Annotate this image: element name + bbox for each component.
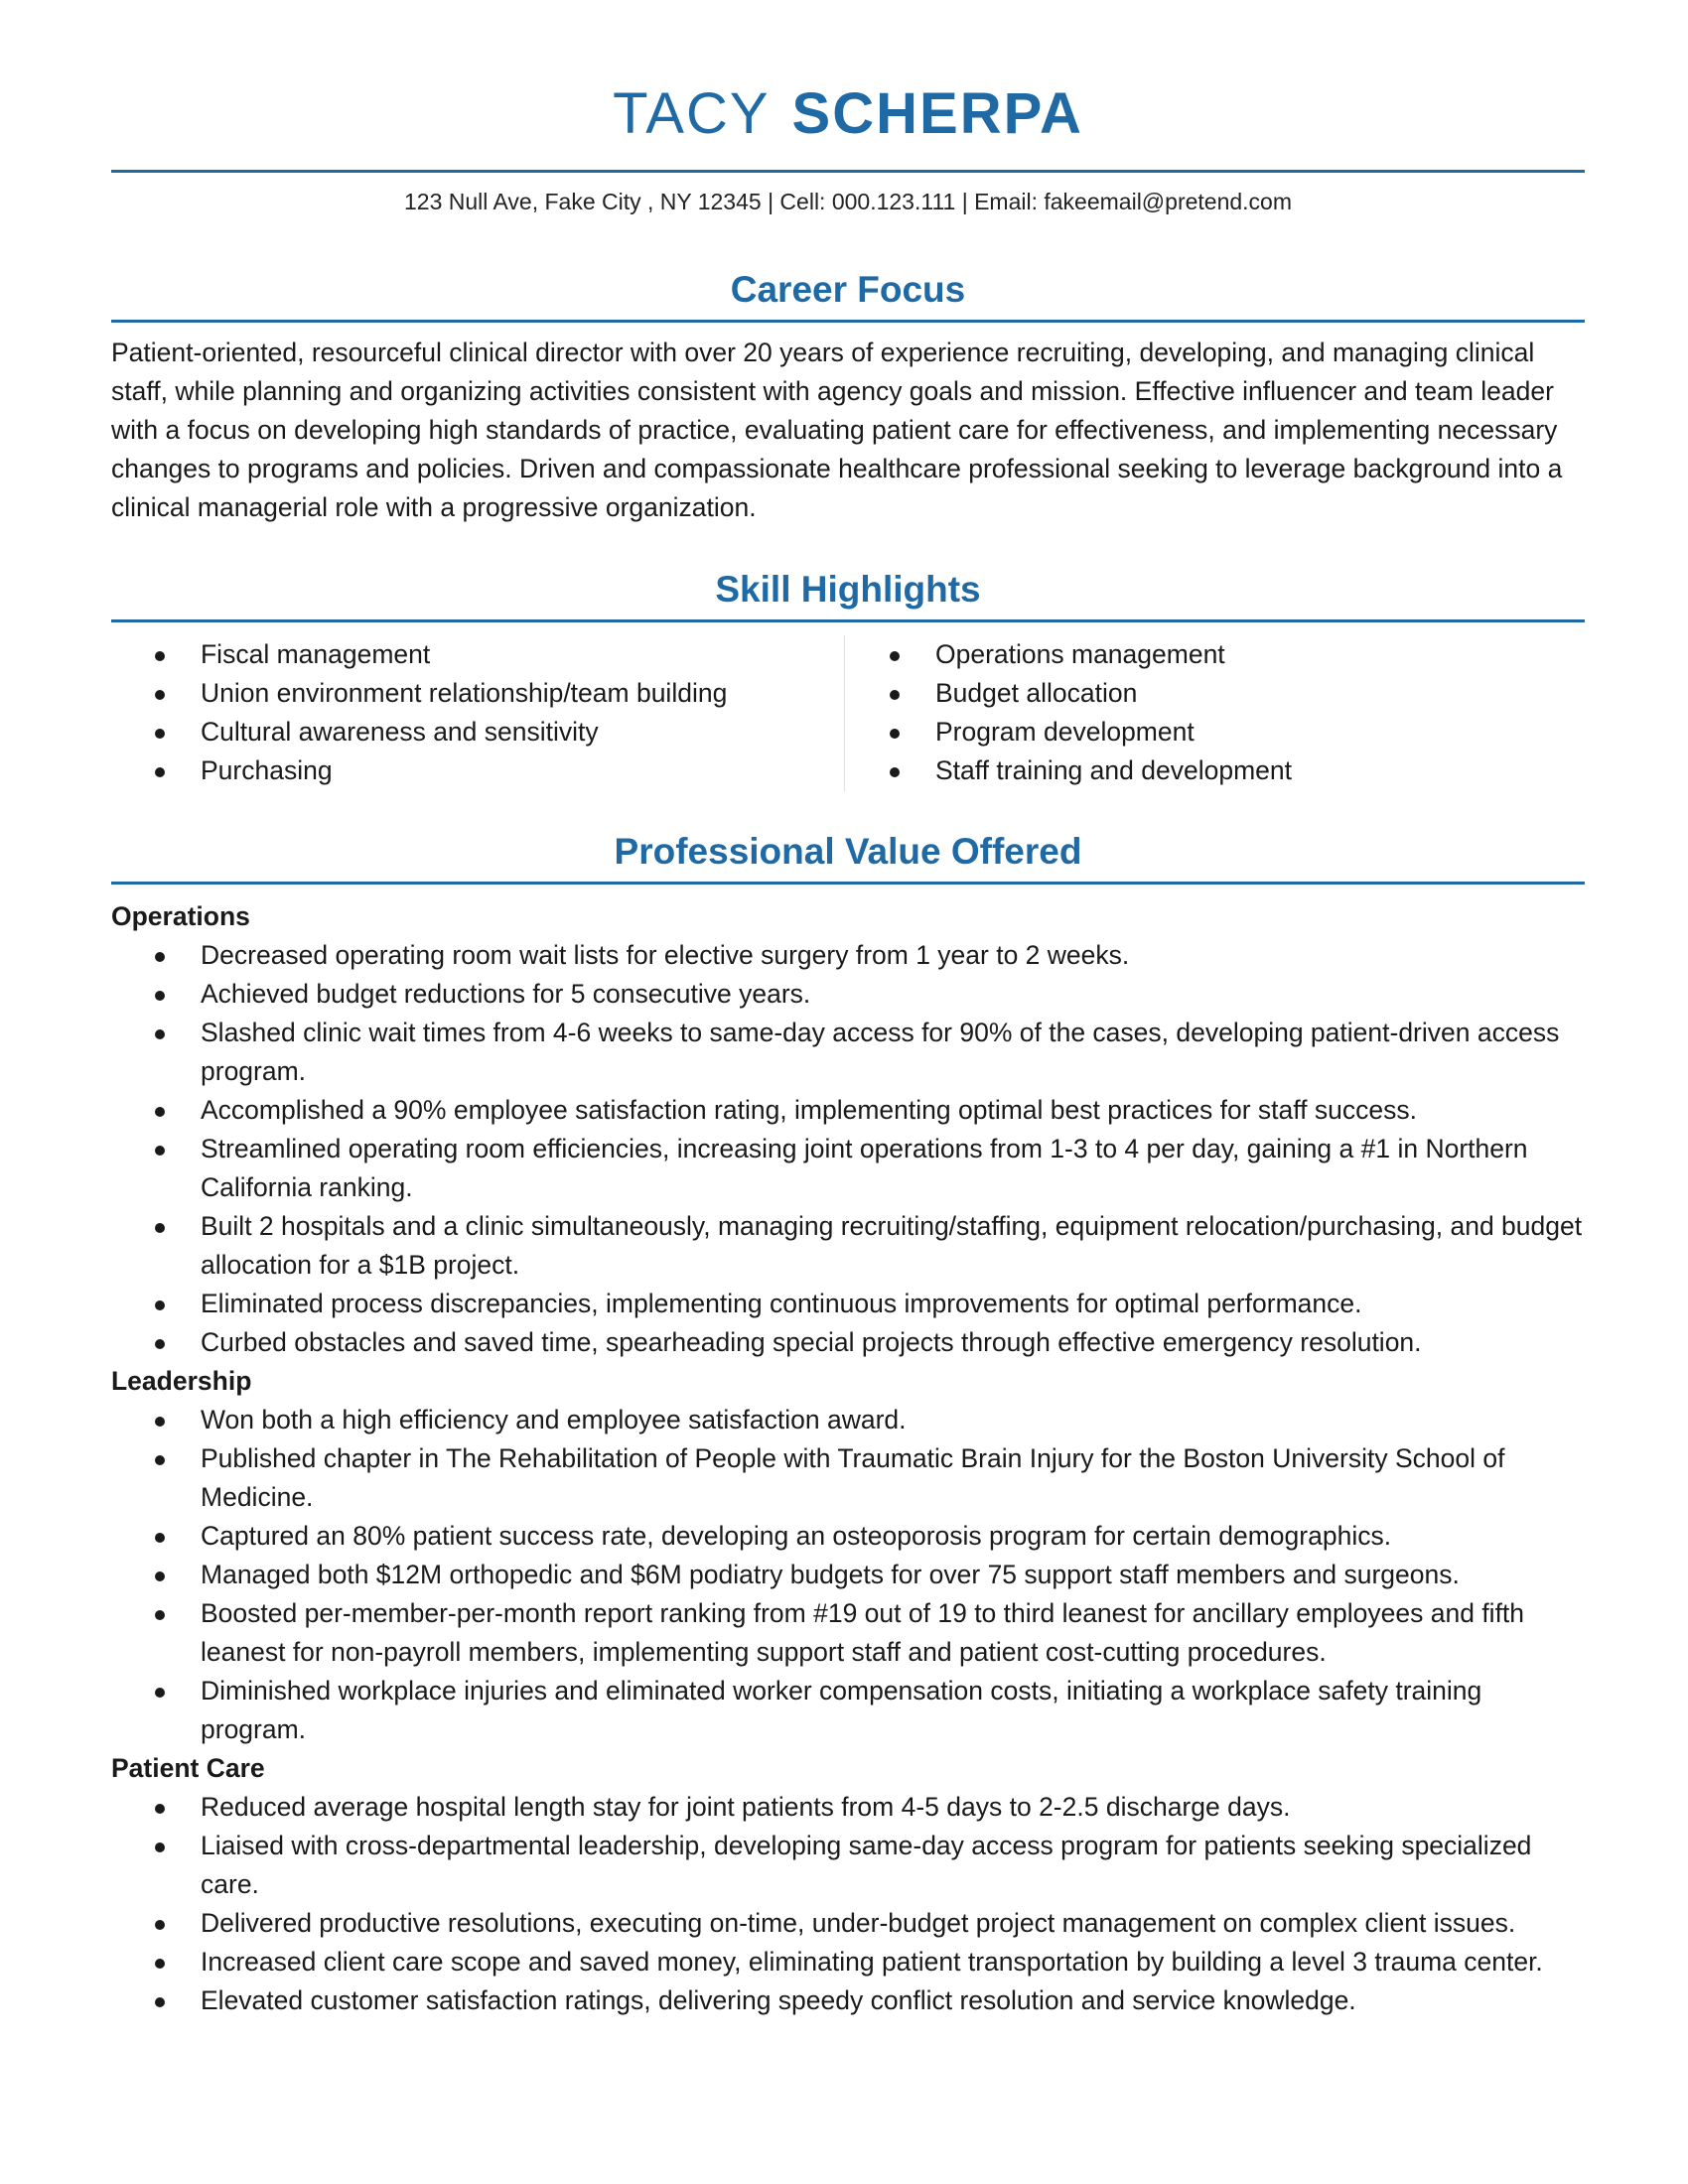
list-item <box>111 975 1585 1014</box>
list-item <box>111 1014 1585 1091</box>
list-item <box>111 1517 1585 1556</box>
value-group-heading: Leadership <box>111 1366 252 1396</box>
professional-value-title: Professional Value Offered <box>614 831 1082 872</box>
bullet-icon <box>155 991 165 1001</box>
candidate-name <box>111 79 1585 149</box>
list-item <box>111 713 844 751</box>
bullet-icon <box>155 1339 165 1349</box>
list-item <box>111 1285 1585 1323</box>
skill-list-right <box>846 635 1585 790</box>
bullet-icon <box>155 690 165 700</box>
list-item <box>111 936 1585 975</box>
bullet-icon <box>155 1843 165 1852</box>
list-item-text: Eliminated process discrepancies, implementing continuous improvements for optimal performance. <box>201 1289 1362 1318</box>
bullet-icon <box>155 729 165 739</box>
bullet-icon <box>155 952 165 962</box>
list-item <box>111 1130 1585 1207</box>
list-item-text: Managed both $12M orthopedic and $6M podiatry budgets for over 75 support staff members and surgeons. <box>201 1560 1460 1589</box>
list-item-text: Union environment relationship/team building <box>201 678 728 708</box>
list-item <box>111 1827 1585 1904</box>
bullet-icon <box>155 1997 165 2007</box>
list-item-text: Delivered productive resolutions, executing on-time, under-budget project management on complex client issues. <box>201 1908 1516 1938</box>
list-item <box>846 674 1585 713</box>
list-item <box>111 1943 1585 1981</box>
list-item <box>846 751 1585 790</box>
list-item-text: Purchasing <box>201 755 333 785</box>
bullet-icon <box>155 1455 165 1465</box>
value-group-heading: Operations <box>111 901 250 931</box>
list-item-text: Cultural awareness and sensitivity <box>201 717 599 747</box>
value-group <box>111 1362 1585 1749</box>
list-item-text: Operations management <box>935 639 1225 669</box>
skill-list-left <box>111 635 844 790</box>
list-item <box>111 1401 1585 1439</box>
bullet-icon <box>890 767 900 777</box>
career-focus-title: Career Focus <box>730 269 966 310</box>
professional-value-groups <box>111 897 1585 2020</box>
bullet-icon <box>890 729 900 739</box>
bullet-icon <box>155 1107 165 1117</box>
value-group-list <box>111 936 1585 1362</box>
list-item <box>111 1439 1585 1517</box>
list-item-text: Decreased operating room wait lists for elective surgery from 1 year to 2 weeks. <box>201 940 1130 970</box>
list-item-text: Budget allocation <box>935 678 1138 708</box>
list-item-text: Published chapter in The Rehabilitation of People with Traumatic Brain Injury for the Boston University School of Medicine. <box>201 1443 1505 1512</box>
bullet-icon <box>890 690 900 700</box>
value-group <box>111 1749 1585 2020</box>
bullet-icon <box>155 1300 165 1310</box>
bullet-icon <box>155 1146 165 1156</box>
list-item-text: Captured an 80% patient success rate, developing an osteoporosis program for certain demographics. <box>201 1521 1392 1551</box>
list-item-text: Won both a high efficiency and employee satisfaction award. <box>201 1405 907 1434</box>
list-item <box>111 1594 1585 1672</box>
skill-highlights-rule <box>111 619 1585 622</box>
list-item-text: Increased client care scope and saved money, eliminating patient transportation by building a level 3 trauma center. <box>201 1947 1543 1977</box>
value-group <box>111 897 1585 1362</box>
list-item <box>111 1788 1585 1827</box>
list-item-text: Reduced average hospital length stay for joint patients from 4-5 days to 2-2.5 discharge days. <box>201 1792 1291 1822</box>
professional-value-rule <box>111 882 1585 885</box>
header-rule <box>111 170 1585 173</box>
list-item-text: Streamlined operating room efficiencies, increasing joint operations from 1-3 to 4 per day, gaining a #1 in Northern California ranking. <box>201 1134 1528 1202</box>
list-item <box>846 713 1585 751</box>
career-focus-text: Patient-oriented, resourceful clinical director with over 20 years of experience recruiting, developing, and managing clinical staff, while planning and organizing activities consistent with agency goals and mission. Effective influencer and team leader with a focus on developing high standards of practice, evaluating patient care for effectiveness, and implementing necessary changes to programs and policies. Driven and compassionate healthcare professional seeking to leverage background into a clinical managerial role with a progressive organization. <box>111 338 1563 522</box>
contact-line: 123 Null Ave, Fake City , NY 12345 | Cell: 000.123.111 | Email: fakeemail@pretend.com <box>403 189 1292 214</box>
list-item-text: Fiscal management <box>201 639 431 669</box>
bullet-icon <box>155 1223 165 1233</box>
bullet-icon <box>155 651 165 661</box>
value-group-heading: Patient Care <box>111 1753 265 1783</box>
list-item-text: Curbed obstacles and saved time, spearheading special projects through effective emergency resolution. <box>201 1327 1422 1357</box>
value-group-list <box>111 1788 1585 2020</box>
list-item-text: Liaised with cross-departmental leadership, developing same-day access program for patients seeking specialized care. <box>201 1831 1532 1899</box>
bullet-icon <box>155 1571 165 1581</box>
list-item <box>111 1981 1585 2020</box>
list-item <box>111 1904 1585 1943</box>
list-item <box>846 635 1585 674</box>
list-item <box>111 1207 1585 1285</box>
bullet-icon <box>155 1533 165 1543</box>
bullet-icon <box>155 1804 165 1814</box>
list-item <box>111 635 844 674</box>
list-item <box>111 751 844 790</box>
list-item <box>111 1556 1585 1594</box>
list-item <box>111 1323 1585 1362</box>
bullet-icon <box>155 1688 165 1698</box>
skill-highlights-title: Skill Highlights <box>715 569 981 610</box>
list-item <box>111 1091 1585 1130</box>
list-item <box>111 674 844 713</box>
skill-highlights <box>111 635 1585 794</box>
bullet-icon <box>155 1959 165 1969</box>
bullet-icon <box>155 1417 165 1427</box>
list-item-text: Accomplished a 90% employee satisfaction rating, implementing optimal best practices for staff success. <box>201 1095 1417 1125</box>
list-item-text: Slashed clinic wait times from 4-6 weeks to same-day access for 90% of the cases, developing patient-driven access program. <box>201 1018 1560 1086</box>
first-name: TACY <box>613 81 771 146</box>
list-item-text: Diminished workplace injuries and eliminated worker compensation costs, initiating a workplace safety training program. <box>201 1676 1482 1744</box>
career-focus-rule <box>111 320 1585 323</box>
bullet-icon <box>155 1920 165 1930</box>
last-name: SCHERPA <box>791 81 1083 146</box>
bullet-icon <box>155 1610 165 1620</box>
list-item-text: Staff training and development <box>935 755 1292 785</box>
list-item <box>111 1672 1585 1749</box>
bullet-icon <box>155 1029 165 1039</box>
list-item-text: Achieved budget reductions for 5 consecutive years. <box>201 979 811 1009</box>
skill-column-divider <box>844 635 845 792</box>
list-item-text: Built 2 hospitals and a clinic simultaneously, managing recruiting/staffing, equipment relocation/purchasing, and budget allocation for a $1B project. <box>201 1211 1583 1280</box>
list-item-text: Program development <box>935 717 1195 747</box>
value-group-list <box>111 1401 1585 1749</box>
list-item-text: Elevated customer satisfaction ratings, delivering speedy conflict resolution and service knowledge. <box>201 1985 1356 2015</box>
bullet-icon <box>155 767 165 777</box>
bullet-icon <box>890 651 900 661</box>
list-item-text: Boosted per-member-per-month report ranking from #19 out of 19 to third leanest for ancillary employees and fifth leanest for non-payroll members, implementing support staff and patient cost-cutting procedures. <box>201 1598 1525 1667</box>
